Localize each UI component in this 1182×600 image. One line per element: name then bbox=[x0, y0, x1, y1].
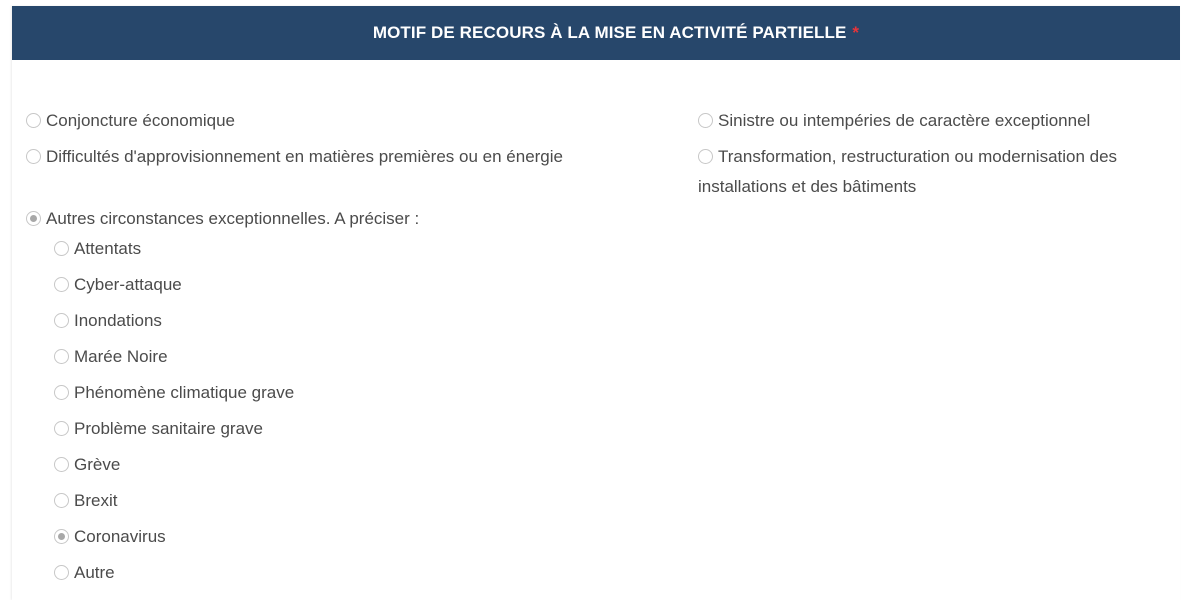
sub-radio-option[interactable] bbox=[54, 522, 166, 552]
section-header bbox=[12, 6, 1180, 60]
radio-button[interactable] bbox=[54, 529, 69, 544]
radio-button[interactable] bbox=[26, 149, 41, 164]
radio-button[interactable] bbox=[698, 149, 713, 164]
radio-label: Sinistre ou intempéries de caractère exceptionnel bbox=[718, 111, 1091, 130]
radio-button[interactable] bbox=[54, 241, 69, 256]
radio-label: Conjoncture économique bbox=[46, 111, 236, 130]
sub-radio-option[interactable] bbox=[54, 270, 182, 300]
radio-label-wrapper bbox=[698, 142, 1168, 202]
radio-label: Coronavirus bbox=[74, 527, 166, 546]
sub-radio-option[interactable] bbox=[54, 558, 115, 588]
radio-label: Cyber-attaque bbox=[74, 275, 182, 294]
radio-label: Attentats bbox=[74, 239, 142, 258]
radio-button[interactable] bbox=[54, 493, 69, 508]
radio-label: Transformation, restructuration ou modernisation des installations et des bâtiments bbox=[698, 147, 1118, 196]
radio-label: Problème sanitaire grave bbox=[74, 419, 263, 438]
radio-label: Phénomène climatique grave bbox=[74, 383, 295, 402]
radio-button[interactable] bbox=[698, 113, 713, 128]
sub-radio-option[interactable] bbox=[54, 378, 294, 408]
required-asterisk: * bbox=[852, 23, 860, 42]
sub-radio-option[interactable] bbox=[54, 486, 117, 516]
section-title: MOTIF DE RECOURS À LA MISE EN ACTIVITÉ PARTIELLE bbox=[372, 23, 847, 42]
radio-option-approvisionnement[interactable] bbox=[26, 142, 563, 172]
radio-button[interactable] bbox=[54, 385, 69, 400]
sub-radio-option[interactable] bbox=[54, 234, 141, 264]
radio-label: Autre bbox=[74, 563, 115, 582]
sub-radio-option[interactable] bbox=[54, 342, 168, 372]
radio-option-conjoncture[interactable] bbox=[26, 106, 235, 136]
radio-button[interactable] bbox=[26, 211, 41, 226]
radio-button[interactable] bbox=[26, 113, 41, 128]
motif-panel bbox=[12, 6, 1180, 600]
radio-label: Brexit bbox=[74, 491, 118, 510]
radio-label: Difficultés d'approvisionnement en matières premières ou en énergie bbox=[46, 147, 563, 166]
radio-label: Autres circonstances exceptionnelles. A préciser : bbox=[46, 209, 420, 228]
radio-button[interactable] bbox=[54, 565, 69, 580]
radio-button[interactable] bbox=[54, 421, 69, 436]
radio-option-autres-circonstances[interactable] bbox=[26, 204, 419, 234]
radio-button[interactable] bbox=[54, 277, 69, 292]
radio-label: Inondations bbox=[74, 311, 162, 330]
radio-label: Grève bbox=[74, 455, 121, 474]
radio-option-sinistre[interactable] bbox=[698, 106, 1090, 136]
sub-radio-option[interactable] bbox=[54, 414, 263, 444]
sub-radio-option[interactable] bbox=[54, 306, 162, 336]
radio-button[interactable] bbox=[54, 349, 69, 364]
sub-radio-option[interactable] bbox=[54, 450, 120, 480]
radio-label: Marée Noire bbox=[74, 347, 168, 366]
radio-option-transformation[interactable] bbox=[698, 142, 1168, 202]
radio-button[interactable] bbox=[54, 457, 69, 472]
radio-button[interactable] bbox=[54, 313, 69, 328]
